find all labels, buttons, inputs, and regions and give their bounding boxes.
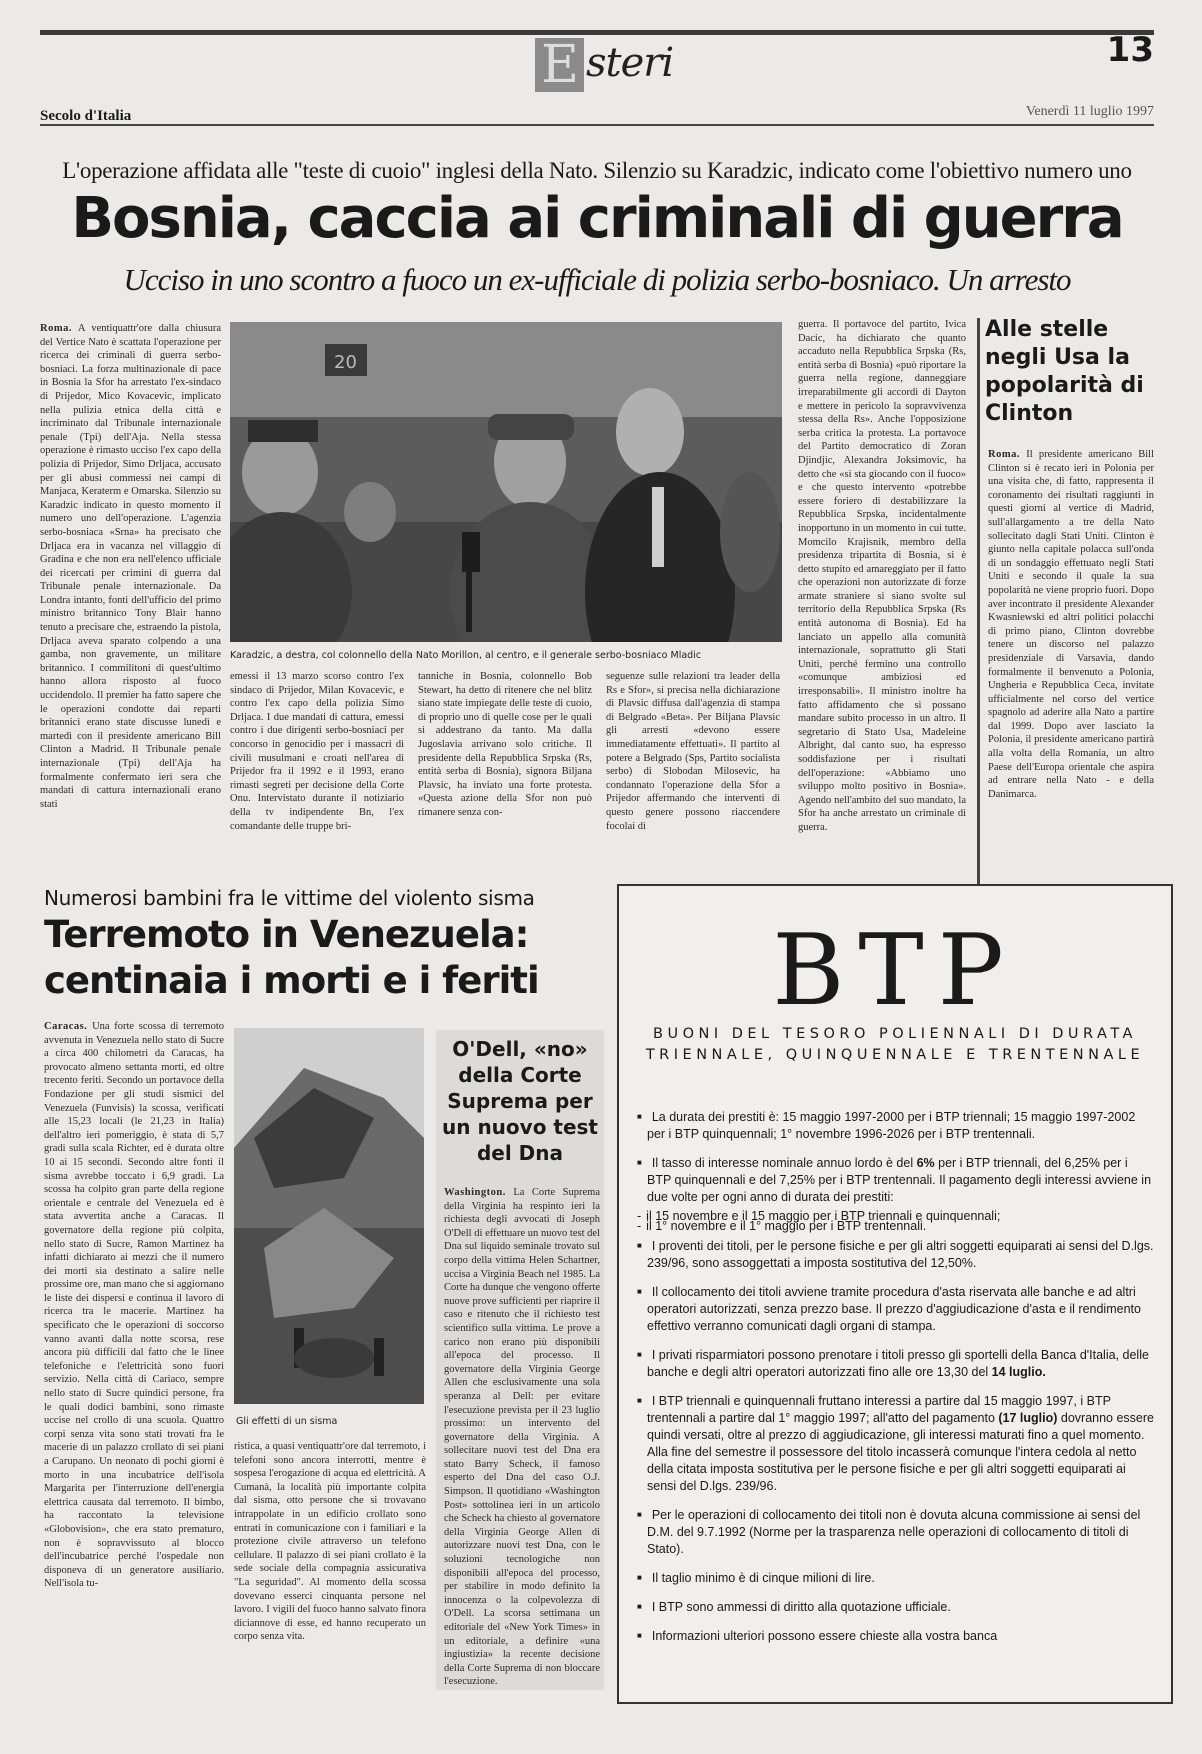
- dna-dateline: Washington.: [444, 1187, 506, 1198]
- venezuela-kicker: Numerosi bambini fra le vittime del violento sisma: [44, 886, 535, 910]
- btp-term-item: [637, 1569, 1155, 1587]
- btp-term-text: Il taglio minimo è di cinque milioni di lire.: [651, 1571, 875, 1585]
- lead-column-3: tanniche in Bosnia, colonnello Bob Stewart, ha detto di ritenere che nel blitz siano state impiegate delle teste di cuoio, di proprio uno di quelle cose per le quali si addestrano da tanto. Ma dalla Jugoslavia arrivano solo critiche. Il presidente della Repubblica Srpska (Rs, entità serba di Bosnia), signora Biljana Plavsic, ha inviato una forte protesta. «Questa azione della Sfor non può rimanere senza con-: [418, 671, 592, 818]
- btp-term-item: [637, 1346, 1155, 1381]
- sidebar-dateline: Roma.: [988, 449, 1020, 460]
- btp-advertisement: [617, 884, 1173, 1704]
- btp-term-item: [637, 1108, 1155, 1143]
- lead-column-1: [40, 322, 221, 872]
- lead-subhead: Ucciso in uno scontro a fuoco un ex-ufficiale di polizia serbo-bosniaco. Un arresto: [123, 262, 1071, 297]
- btp-term-text: I proventi dei titoli, per le persone fisiche e per gli altri soggetti equiparati ai sensi del D.lgs. 239/96, sono assoggettati a imposta sostitutiva del 12,50%.: [647, 1239, 1154, 1270]
- lead-column-4: seguenze sulle relazioni tra leader della Rs e Sfor», si precisa nella dichiarazione di Plavsic diffusa dall'agenzia di stampa di Belgrado «Beta». Per Biljana Plavsic gli arresti «devono essere immediatamente effettuati». Il partito al potere a Belgrado (Sps, Partito socialista serbo) di Slobodan Milosevic, ha condannato l'operazione della Sfor a Prijedor affermando che interventi di questo genere possono riaccendere focolai di: [606, 671, 780, 832]
- section-title-rest: steri: [585, 40, 674, 86]
- btp-term-text: Informazioni ulteriori possono essere chieste alla vostra banca: [651, 1629, 998, 1643]
- sidebar-text: [988, 448, 1154, 870]
- btp-term-text: La durata dei prestiti è: 15 maggio 1997-2000 per i BTP triennali; 15 maggio 1997-2002 per i BTP quinquennali; 1° novembre 1996-2026 per i BTP trentennali.: [647, 1110, 1136, 1141]
- btp-term-text: il 1° novembre e il 1° maggio per i BTP trentennali.: [646, 1219, 927, 1233]
- section-title-initial: E: [535, 38, 584, 92]
- dna-body: La Corte Suprema della Virginia ha respinto ieri la richiesta degli avvocati di Joseph O'Dell di effettuare un nuovo test del Dna sul liquido seminale trovato sul corpo della vittima Helen Schartner, uccisa a Virginia Beach nel 1985. La Corte ha dunque che vengono offerte nuove prove sufficienti per riaprire il caso e ritenuto che il richiesto test scientifico sulla vittima. Le prove a carico non erano più disponibili all'epoca del processo. Il governatore della Virginia George Allen che esclusivamente una sola speranza al Dell: per evitare l'esecuzione prevista per il 23 luglio prossimo: un intervento del governatore della Virginia. A sollecitare nuovi test del Dna era stato Barry Scheck, il famoso esperto del Dna del caso O.J. Simpson. Il quotidiano «Washington Post» sottolinea ieri in un articolo che Scheck ha chiesto al governatore della Virginia George Allen di autorizzare nuovi test Dna, con le soluzioni tecnologiche non disponibili all'epoca del processo, per stabilire in modo definito la innocenza o la colpevolezza di O'Dell. La scorsa settimana un editoriale del «New York Times» in un editoriale, a definire «una ingiustizia» la recente decisione della Corte Suprema di non bloccare l'esecuzione.: [444, 1187, 600, 1686]
- lead-column-2: emessi il 13 marzo scorso contro l'ex sindaco di Prijedor, Milan Kovacevic, e contro l'ex capo della polizia Simo Drljaca. I due mandati di cattura, emessi contro i due dirigenti serbo-bosniaci per concorso in genocidio per i massacri di civili musulmani e croati nell'area di Prijedor fra il 1992 e il 1993, erano rimasti segreti per decisione della Corte Onu. Intervistato durante il notiziario della tv indipendente Bn, l'ex comandante delle truppe bri-: [230, 671, 404, 832]
- lead-dateline: Roma.: [40, 323, 72, 334]
- btp-term-text-cont: per i BTP triennali, del 6,25% per i BTP quinquennali e del 7,25% per i BTP trentennali. Il pagamento degli interessi avviene in due volte per ogni anno di durata dei prestiti:: [647, 1156, 1152, 1204]
- section-title: [535, 35, 674, 95]
- venezuela-column-1: [44, 1020, 224, 1692]
- btp-term-text: Il collocamento dei titoli avviene tramite procedura d'asta riservata alle banche e ad altri operatori autorizzati, senza prezzo base. Il prezzo d'aggiudicazione d'asta e il rendimento effettivo verranno comunicati dagli organi di stampa.: [647, 1285, 1141, 1333]
- btp-term-text: Per le operazioni di collocamento dei titoli non è dovuta alcuna commissione ai sensi del D.M. del 9.7.1992 (Norme per la trasparenza nelle operazioni di collocamento di titoli di Stato).: [647, 1508, 1141, 1556]
- lead-column-1-text: A ventiquattr'ore dalla chiusura del Vertice Nato è scattata l'operazione per ricerca dei criminali di guerra serbo-bosniaci. La forza multinazionale di pace in Bosnia la Sfor ha arrestato l'ex-sindaco di Prijedor, Mico Kovacevic, implicato nella pulizia etnica della città e incriminato dal Tribunale internazionale penale (Tpi) dell'Aja. Nella stessa operazione è rimasto ucciso l'ex capo della polizia di Prijedor, Simo Drljaca, accusato per gli abusi commessi nei campi di Manjaca, Keraterm e Omarska. Silenzio su Karadzic indicato in questo momento il numero uno dell'operazione. L'agenzia serbo-bosniaca «Srna» ha precisato che Drljaca era in vacanza nel villaggio di Gradina e che non era nell'elenco ufficiale dei ricercati per crimini di guerra dal Tribunale penale internazionale. Da Londra intanto, fonti dell'ufficio del primo ministro britannico Tony Blair hanno tenuto a precisare che, estraendo la pistola, Drljaca aveva sparato colpendo a una gamba, non gravemente, un militare britannico. I commilitoni di quest'ultimo hanno allora risposto al fuoco uccidendolo. Il premier ha fatto sapere che le operazioni condotte dai reparti britannici erano state discusse lunedì e martedì con il presidente americano Bill Clinton a Madrid. Il Tribunale penale internazionale (Tpi) dell'Aja ha formalmente confermato ieri sera che mandati di cattura internazionali erano stati: [40, 323, 221, 810]
- btp-term-text: I BTP sono ammessi di diritto alla quotazione ufficiale.: [651, 1600, 951, 1614]
- btp-term-item: [637, 1237, 1155, 1272]
- btp-term-item: [637, 1392, 1155, 1495]
- sidebar-rule: [977, 318, 980, 890]
- page-number: 13: [1106, 30, 1154, 70]
- sidebar-title: Alle stelle negli Usa la popolarità di Clinton: [985, 317, 1144, 426]
- venezuela-headline: Terremoto in Venezuela: centinaia i morti e i feriti: [44, 913, 539, 1002]
- dna-title: O'Dell, «no» della Corte Suprema per un nuovo test del Dna: [442, 1037, 598, 1165]
- btp-term-text: I privati risparmiatori possono prenotare i titoli presso gli sportelli della Banca d'Italia, delle banche e degli altri operatori autorizzati fino alle ore 13,30 del: [647, 1348, 1149, 1379]
- btp-term-subitem: [637, 1218, 1155, 1235]
- issue-date: Venerdì 11 luglio 1997: [1025, 104, 1154, 119]
- bosnia-photo: [230, 322, 782, 642]
- btp-term-item: [637, 1627, 1155, 1645]
- btp-term-text: I BTP triennali e quinquennali fruttano interessi a partire dal 15 maggio 1997, i BTP trentennali a partire dal 1° maggio 1997; all'atto del pagamento: [647, 1394, 1111, 1425]
- btp-term-text-cont: dovranno essere quindi versati, oltre al prezzo di aggiudicazione, gli interessi maturati fino a quel momento. Alla fine del semestre il possessore del titolo incasserà comunque l'intera cedola al netto della citata imposta sostitutiva per le persone fisiche e per gli altri soggetti equiparati ai sensi del D.lgs. 239/96.: [647, 1411, 1154, 1493]
- btp-terms-list: [637, 1108, 1155, 1656]
- btp-term-highlight: (17 luglio): [998, 1411, 1058, 1425]
- lead-headline: Bosnia, caccia ai criminali di guerra: [71, 186, 1123, 251]
- bosnia-photo-caption: Karadzic, a destra, col colonnello della Nato Morillon, al centro, e il generale serbo-bosniaco Mladic: [230, 650, 702, 661]
- btp-term-text: il 15 novembre e il 15 maggio per i BTP triennali e quinquennali;: [646, 1209, 1001, 1223]
- btp-term-text: Il tasso di interesse nominale annuo lordo è del: [651, 1156, 917, 1170]
- lead-kicker: L'operazione affidata alle "teste di cuoio" inglesi della Nato. Silenzio su Karadzic, indicato come l'obiettivo numero uno: [62, 158, 1132, 183]
- venezuela-dateline: Caracas.: [44, 1021, 88, 1032]
- header-rule: [40, 124, 1154, 126]
- btp-term-item: [637, 1283, 1155, 1335]
- btp-term-item: [637, 1154, 1155, 1206]
- venezuela-column-2: ristica, a quasi ventiquattr'ore dal terremoto, i telefoni sono ancora interrotti, mentre è sospesa l'erogazione di acqua ed elettricità. A Cumanà, la località più importante colpita dal sisma, otto persone che si trovavano intrappolate in un edificio crollato sono entrati in comunicazione con i familiari e la protezione civile attraverso un telefono cellulare. Il palazzo di sei piani crollato è la sede sociale della compagnia assicurativa "La seguridad". Al momento della scossa dovevano esserci cinquanta persone nel lavoro. I vigili del fuoco hanno salvato finora diciannove di esse, ed hanno recuperato un corpo senza vita.: [234, 1441, 426, 1643]
- btp-term-item: [637, 1598, 1155, 1616]
- btp-term-highlight: 14 luglio.: [991, 1365, 1046, 1379]
- lead-column-5: guerra. Il portavoce del partito, Ivica Dacic, ha dichiarato che quanto accaduto nella Repubblica Srpska (Rs, entità serba di Bosnia) «può riportare la guerra nella regione, danneggiare irreparabilmente gli accordi di Dayton e mettere in pericolo la sopravvivenza stessa della Rs». Anche l'opposizione serba critica la protesta. La portavoce del Partito democratico di Zoran Djindjic, Alexandra Joksimovic, ha detto che «si sta giocando con il fuoco» e che questo intervento «potrebbe essere foriero di destabilizzare la Repubblica Srpska, incidentalmente inopportuno in un momento in cui tutte. Momcilo Krajisnik, membro della presidenza tripartita di Bosnia, si è detto stupito ed amareggiato per il fatto che operazioni non autorizzate di forze armate straniere si siano svolte sul territorio della Repubblica Srpska (Rs entità autonoma di Bosnia). Ed ha lanciato un appello alla comunità internazionale, soprattutto gli Stati Uniti, perché fermino una controllo «comunque ambiziosi ed irresponsabili». Il ministro inoltre ha fatto affidamento che si possano mandare subito processo in un altro. Il segretario di Stato Usa, Madeleine Albright, dal canto suo, ha espresso soddisfazione per i risultati dell'operazione: «Abbiamo uno sviluppo molto positivo in Bosnia». Agendo nell'ambito del suo mandato, la Sfor ha anche arrestato un criminale di guerra.: [798, 319, 966, 833]
- photo-sign-number: 20: [334, 352, 357, 373]
- dna-text: [444, 1186, 600, 1686]
- btp-title: BTP: [772, 914, 1018, 1028]
- earthquake-photo-caption: Gli effetti di un sisma: [236, 1416, 338, 1427]
- btp-term-highlight: 6%: [916, 1156, 935, 1170]
- earthquake-photo: [234, 1028, 424, 1404]
- sidebar-body: Il presidente americano Bill Clinton si è recato ieri in Polonia per una visita che, di fatto, rappresenta il coronamento dei risultati raggiunti in questi giorni al vertice di Madrid, sull'allargamento a tre della Nato sollecitato dagli Stati Uniti. Clinton è giunto nella capitale polacca sull'onda di un sondaggio effettuato negli Stati Uniti e secondo il quale la sua popolarità ne viene proprio fuori. Dopo aver incontrato il presidente Alexander Kwasniewski ed altri politici polacchi di primo piano, Clinton dovrebbe tenere un discorso nel palazzo presidenziale di Varsavia, dando formalmente il benvenuto a Polonia, Ungheria e Repubblica Ceca, invitate ufficialmente nel corso del vertice spagnolo ad aderire alla Nato a partire dal 1999. Dopo aver lasciato la Polonia, il presidente americano partirà alla volta della Romania, un altro Paese dell'Europa orientale che aspira ad entrare nella Nato - e della Danimarca.: [988, 449, 1154, 800]
- masthead: Secolo d'Italia: [40, 108, 132, 124]
- venezuela-column-1-text: Una forte scossa di terremoto avvenuta in Venezuela nello stato di Sucre a circa 400 chilometri da Caracas, ha provocato almeno settanta morti, ed oltre trecento feriti. Secondo un portavoce della Fondazione per gli studi sismici del Venezuela (Funvisis) la scossa, verificati alle 15,23 locali (le 21,23 in Italia) dell'altro ieri pomeriggio, è stata di 5,7 gradi sulla scala Richter, ed è durata oltre 10 ai 15 secondi. Secondo altre fonti il sisma avrebbe toccato i 6,9 gradi. La scossa ha colpito gran parte della regione orientale e centrale del Venezuela ed è stata avvertita anche a Caracas. Il governatore della regione più colpita, nello stato di Sucre, Ramon Martinez ha infatti dichiarato ai mezzi che il numero dei morti sia destinato a salire nelle prossime ore, man mano che si aggiornano le liste dei dispersi e continua il lavoro di ricerca tra le macerie. Martinez ha specificato che le operazioni di soccorso vanno avanti dalla notte scorsa, rese ancora più difficili dal fatto che le linee telefoniche e l'elettricità sono fuori servizio. Nella città di Cariaco, sempre nello stato di Sucre quindici persone, fra le quali dodici bambini, sono rimaste uccise nel crollo di una scuola. Quattro corpi senza vita sono stati trovati fra le macerie di un palazzo crollato di sei piani a Carupano. Un neonato di pochi giorni è morto in una incubatrice dell'isola Margarita per l'interruzione dell'energia elettrica causata dal terremoto. Il bimbo, ha raccontato la televisione «Globovision», che era stato prematuro, non è sopravvissuto al blocco dell'incubatrice perché l'ospedale non disponeva di un generatore ausiliario. Nell'isola tu-: [44, 1021, 224, 1590]
- btp-term-item: [637, 1506, 1155, 1558]
- top-rule: [40, 30, 1154, 35]
- btp-subtitle: BUONI DEL TESORO POLIENNALI DI DURATA TRIENNALE, QUINQUENNALE E TRENTENNALE: [645, 1026, 1145, 1063]
